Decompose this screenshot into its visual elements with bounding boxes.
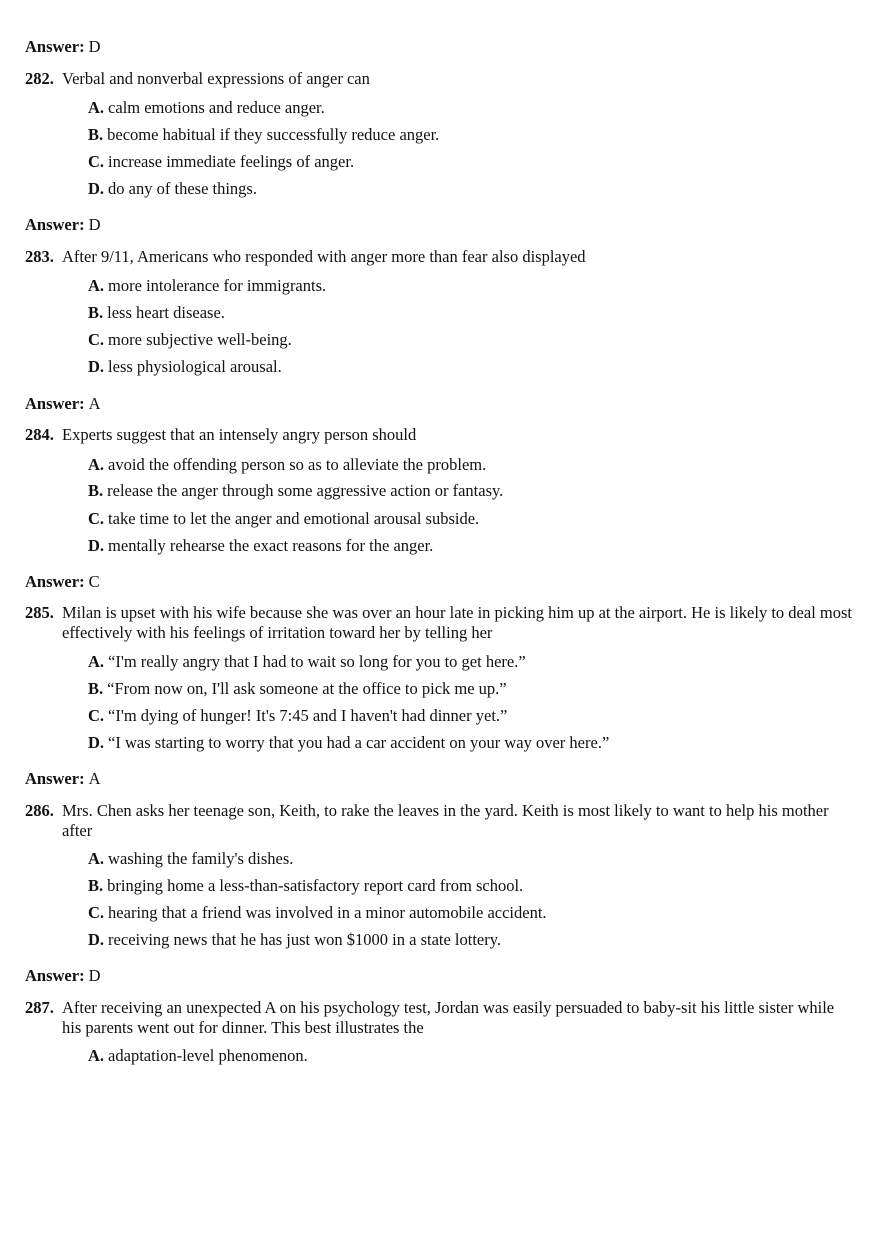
option — [88, 679, 507, 699]
answer-line — [25, 37, 101, 57]
option-letter: A. — [88, 98, 105, 117]
option-letter: D. — [88, 536, 105, 555]
answer-label: Answer: — [25, 572, 85, 591]
question-text: Milan is upset with his wife because she was over an hour late in picking him up at the airport. He is likely to deal most effectively with his feelings of irritation toward her by telling her — [62, 603, 852, 642]
option — [88, 98, 325, 118]
question-number: 283. — [25, 247, 54, 266]
option-letter: A. — [88, 1046, 105, 1065]
option — [88, 357, 282, 377]
option-text: washing the family's dishes. — [108, 849, 294, 868]
option — [88, 930, 501, 950]
option — [88, 509, 479, 529]
option-letter: B. — [88, 481, 104, 500]
option-text: calm emotions and reduce anger. — [108, 98, 325, 117]
option-text: “From now on, I'll ask someone at the office to pick me up.” — [107, 679, 507, 698]
option-text: more intolerance for immigrants. — [108, 276, 327, 295]
option-text: more subjective well-being. — [108, 330, 292, 349]
option-text: “I was starting to worry that you had a car accident on your way over here.” — [108, 733, 610, 752]
option — [88, 179, 257, 199]
option-letter: D. — [88, 357, 105, 376]
option — [88, 276, 326, 296]
question-text: After 9/11, Americans who responded with anger more than fear also displayed — [62, 247, 586, 266]
option-text: “I'm dying of hunger! It's 7:45 and I haven't had dinner yet.” — [108, 706, 508, 725]
answer-line — [25, 769, 101, 789]
option-text: “I'm really angry that I had to wait so long for you to get here.” — [108, 652, 526, 671]
option-letter: C. — [88, 903, 105, 922]
option-text: bringing home a less-than-satisfactory report card from school. — [107, 876, 524, 895]
answer-line — [25, 966, 101, 986]
option — [88, 125, 439, 145]
answer-label: Answer: — [25, 394, 85, 413]
answer-value: A — [88, 769, 101, 788]
option — [88, 849, 293, 869]
option-letter: D. — [88, 930, 105, 949]
option — [88, 481, 503, 501]
option-letter: D. — [88, 733, 105, 752]
option-text: mentally rehearse the exact reasons for the anger. — [108, 536, 434, 555]
option-letter: A. — [88, 849, 105, 868]
question-text: Verbal and nonverbal expressions of anger can — [62, 69, 370, 88]
option — [88, 455, 486, 475]
option-letter: A. — [88, 276, 105, 295]
option — [88, 536, 433, 556]
option — [88, 903, 547, 923]
option-text: become habitual if they successfully reduce anger. — [107, 125, 440, 144]
question-number: 286. — [25, 801, 54, 820]
option-text: adaptation-level phenomenon. — [108, 1046, 308, 1065]
question-text: Experts suggest that an intensely angry person should — [62, 425, 417, 444]
answer-label: Answer: — [25, 215, 85, 234]
option-text: do any of these things. — [108, 179, 257, 198]
question-number: 285. — [25, 603, 54, 622]
option-text: avoid the offending person so as to alleviate the problem. — [108, 455, 487, 474]
answer-label: Answer: — [25, 37, 85, 56]
question-text: Mrs. Chen asks her teenage son, Keith, to rake the leaves in the yard. Keith is most likely to want to help his mother after — [62, 801, 829, 840]
option-text: receiving news that he has just won $1000 in a state lottery. — [108, 930, 502, 949]
option-letter: C. — [88, 152, 105, 171]
answer-label: Answer: — [25, 966, 85, 985]
question-number: 287. — [25, 998, 54, 1017]
option-text: less physiological arousal. — [108, 357, 282, 376]
option-letter: A. — [88, 455, 105, 474]
option-letter: C. — [88, 330, 105, 349]
question-number: 284. — [25, 425, 54, 444]
answer-value: A — [88, 394, 101, 413]
option-text: hearing that a friend was involved in a minor automobile accident. — [108, 903, 547, 922]
option-letter: B. — [88, 876, 104, 895]
question-number: 282. — [25, 69, 54, 88]
option — [88, 330, 292, 350]
option — [88, 303, 225, 323]
option-text: release the anger through some aggressive action or fantasy. — [107, 481, 504, 500]
answer-line — [25, 215, 101, 235]
option — [88, 652, 526, 672]
option-letter: A. — [88, 652, 105, 671]
option-text: take time to let the anger and emotional arousal subside. — [108, 509, 480, 528]
question-text: After receiving an unexpected A on his psychology test, Jordan was easily persuaded to baby-sit his little sister while his parents went out for dinner. This best illustrates the — [62, 998, 835, 1037]
option-letter: D. — [88, 179, 105, 198]
option-letter: C. — [88, 509, 105, 528]
option-letter: C. — [88, 706, 105, 725]
answer-value: D — [88, 37, 101, 56]
option-text: increase immediate feelings of anger. — [108, 152, 355, 171]
answer-label: Answer: — [25, 769, 85, 788]
option-letter: B. — [88, 303, 104, 322]
option-text: less heart disease. — [107, 303, 225, 322]
option — [88, 733, 609, 753]
option-letter: B. — [88, 679, 104, 698]
option — [88, 152, 354, 172]
answer-value: C — [88, 572, 100, 591]
answer-value: D — [88, 966, 101, 985]
option — [88, 876, 523, 896]
option — [88, 706, 507, 726]
answer-line — [25, 572, 100, 592]
answer-value: D — [88, 215, 101, 234]
option — [88, 1046, 308, 1066]
answer-line — [25, 394, 101, 414]
option-letter: B. — [88, 125, 104, 144]
